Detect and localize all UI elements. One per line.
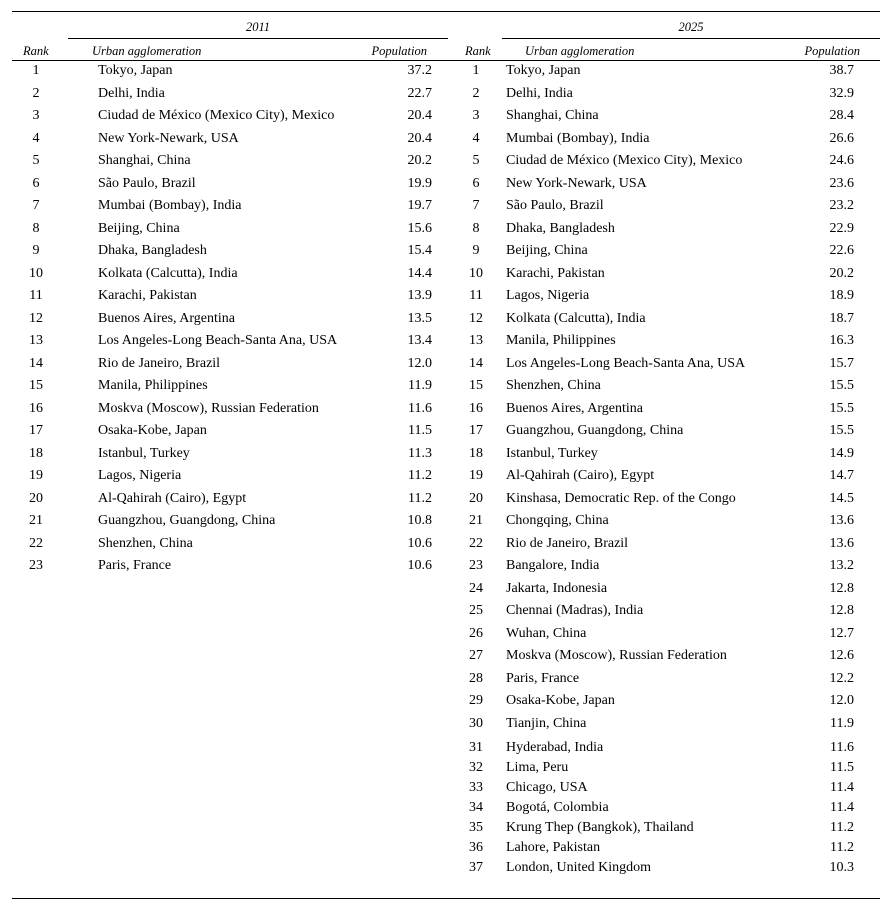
header-rule — [12, 60, 880, 61]
population-header-2011: Population — [371, 44, 427, 58]
table-2011 — [20, 62, 432, 580]
rank-cell: 5 — [472, 153, 480, 168]
table-row — [460, 799, 860, 819]
population-cell: 16.3 — [829, 333, 854, 348]
agglomeration-cell: Al-Qahirah (Cairo), Egypt — [98, 490, 247, 506]
rank-cell: 19 — [469, 468, 483, 483]
table-row — [460, 670, 860, 693]
population-cell: 15.7 — [829, 355, 854, 371]
agglomeration-cell: Tianjin, China — [506, 715, 587, 731]
population-cell: 12.0 — [407, 355, 432, 371]
table-row — [460, 175, 860, 198]
table-row — [460, 400, 860, 423]
population-cell: 24.6 — [829, 153, 854, 168]
population-cell: 13.2 — [829, 558, 854, 573]
agglomeration-cell: Rio de Janeiro, Brazil — [506, 535, 629, 551]
population-cell: 28.4 — [829, 108, 854, 123]
rank-cell: 29 — [469, 693, 483, 708]
rank-cell: 17 — [29, 423, 43, 438]
population-cell: 11.9 — [408, 378, 432, 393]
rank-cell: 18 — [469, 445, 483, 461]
rank-cell: 2 — [472, 85, 480, 101]
population-cell: 22.7 — [407, 85, 432, 101]
agglomeration-cell: Kolkata (Calcutta), India — [506, 310, 646, 326]
population-cell: 13.4 — [407, 333, 432, 348]
population-cell: 32.9 — [829, 85, 854, 101]
table-row — [460, 445, 860, 468]
rank-cell: 25 — [469, 603, 483, 618]
agglomeration-cell: Tokyo, Japan — [98, 63, 173, 78]
table-row — [20, 287, 432, 310]
rank-cell: 3 — [472, 108, 480, 123]
table-row — [460, 625, 860, 648]
agglomeration-header-2011: Urban agglomeration — [92, 44, 202, 58]
rank-cell: 24 — [469, 580, 483, 596]
table-row — [20, 557, 432, 580]
population-cell: 19.7 — [407, 198, 432, 213]
population-cell: 13.9 — [407, 288, 432, 303]
table-row — [460, 739, 860, 759]
rank-cell: 26 — [469, 625, 483, 641]
population-cell: 11.2 — [408, 468, 432, 483]
agglomeration-cell: Jakarta, Indonesia — [506, 580, 608, 596]
population-header-2025: Population — [804, 44, 860, 58]
agglomeration-cell: Shanghai, China — [98, 153, 191, 168]
rank-cell: 6 — [32, 175, 40, 191]
population-cell: 10.6 — [407, 558, 432, 573]
table-row — [460, 332, 860, 355]
population-cell: 15.5 — [829, 423, 854, 438]
table-row — [460, 197, 860, 220]
agglomeration-cell: Lahore, Pakistan — [506, 840, 601, 855]
population-cell: 15.6 — [407, 220, 432, 236]
rank-cell: 12 — [469, 310, 483, 326]
agglomeration-cell: Al-Qahirah (Cairo), Egypt — [506, 468, 655, 483]
population-cell: 13.5 — [407, 310, 432, 326]
agglomeration-cell: Karachi, Pakistan — [98, 288, 197, 303]
table-row — [20, 265, 432, 288]
agglomeration-cell: Manila, Philippines — [98, 378, 208, 393]
rank-cell: 2 — [32, 85, 40, 101]
rank-cell: 7 — [32, 198, 40, 213]
agglomeration-cell: Osaka-Kobe, Japan — [98, 423, 207, 438]
table-row — [20, 152, 432, 175]
population-cell: 22.9 — [829, 220, 854, 236]
population-cell: 14.4 — [407, 265, 432, 281]
agglomeration-cell: Dhaka, Bangladesh — [98, 243, 207, 258]
table-row — [20, 310, 432, 333]
agglomeration-cell: Shenzhen, China — [506, 378, 601, 393]
population-cell: 11.2 — [830, 820, 854, 835]
rank-cell: 27 — [469, 648, 483, 663]
table-row — [20, 445, 432, 468]
agglomeration-cell: Tokyo, Japan — [506, 63, 581, 78]
agglomeration-cell: Istanbul, Turkey — [98, 445, 190, 461]
table-row — [20, 62, 432, 85]
table-row — [460, 759, 860, 779]
population-cell: 12.8 — [829, 580, 854, 596]
population-cell: 11.9 — [830, 715, 854, 731]
table-row — [20, 490, 432, 513]
table-row — [20, 197, 432, 220]
agglomeration-cell: Bogotá, Colombia — [506, 800, 609, 815]
rank-cell: 1 — [472, 63, 480, 78]
agglomeration-cell: London, United Kingdom — [506, 860, 652, 875]
rank-cell: 9 — [32, 243, 40, 258]
table-row — [20, 220, 432, 243]
agglomeration-cell: Karachi, Pakistan — [506, 265, 605, 281]
rank-cell: 22 — [469, 535, 483, 551]
year-2025-header: 2025 — [678, 20, 704, 34]
population-cell: 12.8 — [829, 603, 854, 618]
rank-cell: 21 — [29, 513, 43, 528]
rank-cell: 19 — [29, 468, 43, 483]
table-row — [460, 715, 860, 740]
population-cell: 11.4 — [830, 800, 854, 815]
table-row — [460, 355, 860, 378]
table-row — [460, 152, 860, 175]
agglomeration-cell: Los Angeles-Long Beach-Santa Ana, USA — [506, 355, 746, 371]
agglomeration-cell: Krung Thep (Bangkok), Thailand — [506, 820, 694, 835]
rank-cell: 22 — [29, 535, 43, 551]
population-cell: 11.5 — [830, 760, 854, 775]
agglomeration-cell: Paris, France — [506, 670, 580, 686]
agglomeration-cell: New York-Newark, USA — [98, 130, 239, 146]
population-cell: 10.3 — [829, 860, 854, 875]
rank-cell: 4 — [32, 130, 40, 146]
rank-cell: 20 — [29, 490, 43, 506]
population-cell: 11.2 — [408, 490, 432, 506]
table-row — [460, 647, 860, 670]
rank-cell: 23 — [469, 558, 483, 573]
population-cell: 12.0 — [829, 693, 854, 708]
rank-cell: 10 — [469, 265, 483, 281]
table-row — [20, 107, 432, 130]
population-cell: 14.7 — [829, 468, 854, 483]
population-cell: 20.4 — [407, 108, 432, 123]
table-row — [20, 85, 432, 108]
table-row — [20, 535, 432, 558]
population-cell: 11.3 — [408, 445, 432, 461]
rank-header-2025: Rank — [465, 44, 491, 58]
agglomeration-cell: Kinshasa, Democratic Rep. of the Congo — [506, 490, 736, 506]
population-cell: 11.4 — [830, 780, 854, 795]
table-row — [460, 490, 860, 513]
table-row — [20, 332, 432, 355]
table-row — [460, 535, 860, 558]
rank-cell: 13 — [469, 333, 483, 348]
rank-cell: 4 — [472, 130, 480, 146]
table-row — [460, 557, 860, 580]
agglomeration-cell: Guangzhou, Guangdong, China — [506, 423, 684, 438]
agglomeration-cell: Ciudad de México (Mexico City), Mexico — [506, 153, 743, 168]
rank-header-2011: Rank — [23, 44, 49, 58]
population-cell: 18.9 — [829, 288, 854, 303]
agglomeration-cell: Istanbul, Turkey — [506, 445, 598, 461]
agglomeration-cell: Kolkata (Calcutta), India — [98, 265, 238, 281]
agglomeration-cell: São Paulo, Brazil — [98, 175, 196, 191]
agglomeration-cell: Chennai (Madras), India — [506, 603, 644, 618]
population-cell: 20.2 — [407, 153, 432, 168]
agglomeration-header-2025: Urban agglomeration — [525, 44, 635, 58]
population-cell: 20.4 — [407, 130, 432, 146]
rank-cell: 5 — [32, 153, 40, 168]
table-row — [20, 175, 432, 198]
population-cell: 11.2 — [830, 840, 854, 855]
rank-cell: 14 — [469, 355, 483, 371]
population-cell: 12.6 — [829, 648, 854, 663]
rank-cell: 11 — [469, 288, 483, 303]
agglomeration-cell: Moskva (Moscow), Russian Federation — [98, 400, 319, 416]
table-2025 — [460, 62, 860, 879]
rank-cell: 28 — [469, 670, 483, 686]
agglomeration-cell: New York-Newark, USA — [506, 175, 647, 191]
table-row — [460, 819, 860, 839]
rank-cell: 15 — [29, 378, 43, 393]
rank-cell: 1 — [32, 63, 40, 78]
agglomeration-cell: Rio de Janeiro, Brazil — [98, 355, 221, 371]
rank-cell: 31 — [469, 740, 483, 755]
rank-cell: 36 — [469, 840, 483, 855]
rank-cell: 37 — [469, 860, 483, 875]
agglomeration-cell: Delhi, India — [98, 85, 165, 101]
table-row — [460, 692, 860, 715]
agglomeration-cell: Shanghai, China — [506, 108, 599, 123]
population-cell: 11.6 — [408, 400, 432, 416]
table-row — [460, 85, 860, 108]
table-row — [460, 130, 860, 153]
agglomeration-cell: Beijing, China — [506, 243, 588, 258]
table-row — [20, 422, 432, 445]
agglomeration-cell: Mumbai (Bombay), India — [506, 130, 650, 146]
population-cell: 12.7 — [829, 625, 854, 641]
rank-cell: 13 — [29, 333, 43, 348]
population-cell: 37.2 — [407, 63, 432, 78]
agglomeration-cell: Shenzhen, China — [98, 535, 193, 551]
population-cell: 11.6 — [830, 740, 854, 755]
agglomeration-cell: Buenos Aires, Argentina — [98, 310, 236, 326]
agglomeration-cell: Lima, Peru — [506, 760, 569, 775]
rank-cell: 9 — [472, 243, 480, 258]
agglomeration-cell: Wuhan, China — [506, 625, 587, 641]
rank-cell: 14 — [29, 355, 43, 371]
table-row — [460, 859, 860, 879]
agglomeration-cell: Guangzhou, Guangdong, China — [98, 513, 276, 528]
agglomeration-cell: Delhi, India — [506, 85, 573, 101]
rank-cell: 20 — [469, 490, 483, 506]
agglomeration-cell: Buenos Aires, Argentina — [506, 400, 644, 416]
rank-cell: 30 — [469, 715, 483, 731]
rank-cell: 15 — [469, 378, 483, 393]
rank-cell: 35 — [469, 820, 483, 835]
rank-cell: 17 — [469, 423, 483, 438]
population-cell: 23.2 — [829, 198, 854, 213]
table-row — [460, 107, 860, 130]
population-cell: 15.5 — [829, 378, 854, 393]
population-cell: 18.7 — [829, 310, 854, 326]
rank-cell: 34 — [469, 800, 483, 815]
table-row — [460, 220, 860, 243]
agglomeration-cell: Moskva (Moscow), Russian Federation — [506, 648, 727, 663]
population-cell: 15.4 — [407, 243, 432, 258]
table-row — [20, 512, 432, 535]
table-row — [20, 355, 432, 378]
agglomeration-cell: Los Angeles-Long Beach-Santa Ana, USA — [98, 333, 338, 348]
rank-cell: 6 — [472, 175, 480, 191]
population-cell: 12.2 — [829, 670, 854, 686]
table-row — [460, 779, 860, 799]
table-row — [460, 422, 860, 445]
population-cell: 23.6 — [829, 175, 854, 191]
year-2011-rule — [68, 38, 448, 39]
table-row — [460, 377, 860, 400]
agglomeration-cell: Ciudad de México (Mexico City), Mexico — [98, 108, 335, 123]
agglomeration-cell: Chicago, USA — [506, 780, 588, 795]
population-cell: 10.6 — [407, 535, 432, 551]
table-row — [460, 242, 860, 265]
agglomeration-cell: Mumbai (Bombay), India — [98, 198, 242, 213]
rank-cell: 16 — [469, 400, 483, 416]
year-2025-rule — [502, 38, 880, 39]
table-row — [460, 602, 860, 625]
agglomeration-cell: Chongqing, China — [506, 513, 609, 528]
population-cell: 13.6 — [829, 513, 854, 528]
table-row — [460, 512, 860, 535]
table-row — [20, 130, 432, 153]
table-row — [460, 580, 860, 603]
rank-cell: 8 — [32, 220, 40, 236]
rank-cell: 12 — [29, 310, 43, 326]
table-row — [20, 400, 432, 423]
agglomeration-cell: Bangalore, India — [506, 558, 600, 573]
rank-cell: 10 — [29, 265, 43, 281]
population-cell: 38.7 — [829, 63, 854, 78]
population-cell: 22.6 — [829, 243, 854, 258]
agglomeration-cell: Paris, France — [98, 558, 172, 573]
population-cell: 15.5 — [829, 400, 854, 416]
population-cell: 10.8 — [407, 513, 432, 528]
agglomeration-cell: São Paulo, Brazil — [506, 198, 604, 213]
agglomeration-cell: Lagos, Nigeria — [98, 468, 182, 483]
table-row — [460, 62, 860, 85]
population-cell: 11.5 — [408, 423, 432, 438]
agglomeration-cell: Manila, Philippines — [506, 333, 616, 348]
table-row — [460, 287, 860, 310]
population-cell: 20.2 — [829, 265, 854, 281]
table-row — [20, 377, 432, 400]
rank-cell: 8 — [472, 220, 480, 236]
table-row — [460, 310, 860, 333]
rank-cell: 21 — [469, 513, 483, 528]
table-row — [20, 467, 432, 490]
table-row — [460, 467, 860, 490]
population-cell: 14.5 — [829, 490, 854, 506]
agglomeration-cell: Osaka-Kobe, Japan — [506, 693, 615, 708]
population-cell: 19.9 — [407, 175, 432, 191]
rank-cell: 32 — [469, 760, 483, 775]
population-cell: 14.9 — [829, 445, 854, 461]
rank-cell: 23 — [29, 558, 43, 573]
rank-cell: 7 — [472, 198, 480, 213]
table-row — [460, 265, 860, 288]
agglomeration-cell: Beijing, China — [98, 220, 180, 236]
agglomeration-cell: Dhaka, Bangladesh — [506, 220, 615, 236]
rank-cell: 11 — [29, 288, 43, 303]
population-cell: 26.6 — [829, 130, 854, 146]
top-rule — [12, 11, 880, 12]
bottom-rule — [12, 898, 880, 899]
agglomeration-cell: Hyderabad, India — [506, 740, 604, 755]
table-row — [460, 839, 860, 859]
population-cell: 13.6 — [829, 535, 854, 551]
rank-cell: 16 — [29, 400, 43, 416]
rank-cell: 18 — [29, 445, 43, 461]
rank-cell: 33 — [469, 780, 483, 795]
year-2011-header: 2011 — [245, 20, 271, 34]
agglomeration-cell: Lagos, Nigeria — [506, 288, 590, 303]
table-row — [20, 242, 432, 265]
rank-cell: 3 — [32, 108, 40, 123]
